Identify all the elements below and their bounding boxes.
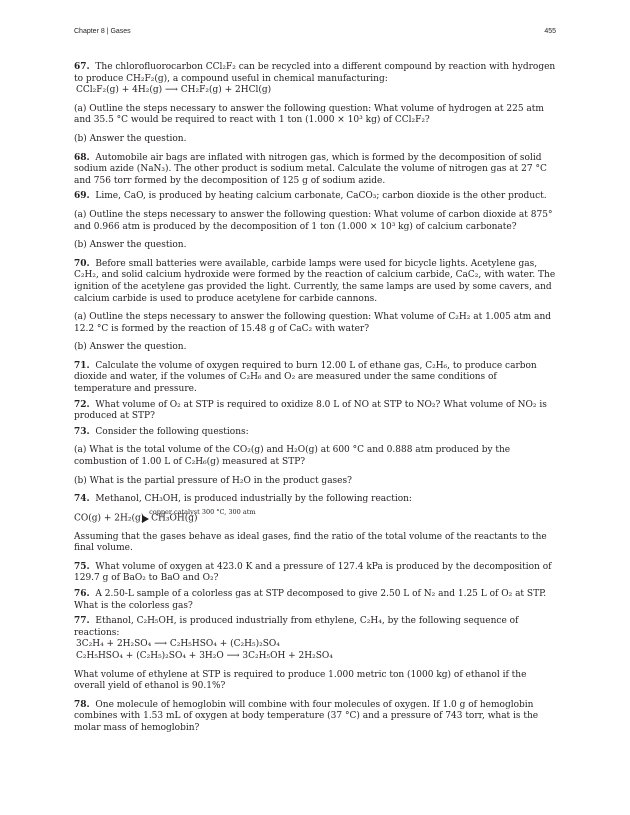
problem-text: Ethanol, C₂H₅OH, is produced industrially from ethylene, C₂H₄, by the following sequence of reactions: [74, 616, 519, 638]
problem-68 [74, 153, 556, 188]
problem-text: Automobile air bags are inflated with nitrogen gas, which is formed by the decomposition of solid sodium azide (NaN₃). The other product is sodium metal. Calculate the volume of nitrogen gas at 27 °C and 756 torr formed by the decomposition of 125 g of sodium azide. [74, 152, 547, 186]
problem-74 [74, 494, 556, 555]
equation: CCl₂F₂(g) + 4H₂(g) ⟶ CH₂F₂(g) + 2HCl(g) [76, 85, 272, 96]
problem-69 [74, 191, 556, 251]
problem-number: 76. [74, 589, 90, 600]
problem-78 [74, 700, 556, 735]
problem-text: One molecule of hemoglobin will combine with four molecules of oxygen. If 1.0 g of hemoglobin combines with 1.53 mL of oxygen at body temperature (37 °C) and a pressure of 743 torr, what is the molar mass of hemoglobin? [74, 699, 539, 734]
running-header [74, 28, 556, 38]
problem-number: 78. [74, 699, 90, 710]
problem-text: Before small batteries were available, carbide lamps were used for bicycle lights. Acetylene gas, C₂H₂, and solid calcium hydroxide were formed by the reaction of calcium carbide, CaC₂, with water. The ignition of the acetylene gas provided the light. Currently, the same lamps are used by some cavers, and calcium carbide is used to produce acetylene for carbide cannons. [74, 258, 556, 304]
part-b: (b) Answer the question. [74, 133, 187, 144]
problem-text: What volume of oxygen at 423.0 K and a pressure of 127.4 kPa is produced by the decomposition of 129.7 g of BaO₂ to BaO and O₂? [74, 561, 552, 584]
problem-followup: Assuming that the gases behave as ideal gases, find the ratio of the total volume of the reactants to the final volume. [74, 531, 547, 554]
problem-number: 69. [74, 191, 90, 202]
problem-text: Lime, CaO, is produced by heating calcium carbonate, CaCO₃; carbon dioxide is the other product. [95, 191, 547, 202]
part-a: (a) Outline the steps necessary to answer the following question: What volume of hydrogen at 225 atm and 35.5 °C would be required to react with 1 ton (1.000 × 10³ kg) of CCl₂F₂? [74, 103, 544, 126]
problem-text: A 2.50-L sample of a colorless gas at STP decomposed to give 2.50 L of N₂ and 1.25 L of O₂ at STP. What is the colorless gas? [74, 589, 547, 611]
problem-75 [74, 562, 556, 585]
part-b: (b) Answer the question. [74, 342, 187, 353]
problem-text: Methanol, CH₃OH, is produced industrially by the following reaction: [95, 494, 412, 505]
problem-72 [74, 400, 556, 423]
part-b: (b) What is the partial pressure of H₂O in the product gases? [74, 475, 352, 486]
problem-number: 73. [74, 426, 90, 437]
problem-number: 74. [74, 494, 90, 505]
problem-text: The chlorofluorocarbon CCl₂F₂ can be recycled into a different compound by reaction with hydrogen to produce CH₂F₂(g), a compound useful in chemical manufacturing: [74, 62, 556, 84]
part-a: (a) Outline the steps necessary to answer the following question: What volume of C₂H₂ at 1.005 atm and 12.2 °C is formed by the reaction of 15.48 g of CaC₂ with water? [74, 312, 552, 334]
page-number: 455 [544, 28, 556, 35]
part-b: (b) Answer the question. [74, 240, 187, 251]
problem-number: 67. [74, 62, 90, 72]
problem-text: Consider the following questions: [95, 426, 249, 437]
problem-number: 70. [74, 258, 90, 269]
problem-70 [74, 259, 556, 354]
problem-list [74, 62, 556, 735]
problem-number: 77. [74, 616, 90, 627]
problem-number: 72. [74, 399, 90, 410]
equation-1: 3C₂H₄ + 2H₂SO₄ ⟶ C₂H₅HSO₄ + (C₂H₅)₂SO₄ [76, 639, 280, 650]
part-a: (a) What is the total volume of the CO₂(g) and H₂O(g) at 600 °C and 0.888 atm produced by the combustion of 1.00 L of C₂H₆(g) measured at STP? [74, 445, 511, 468]
problem-77 [74, 616, 556, 693]
problem-text: What volume of O₂ at STP is required to oxidize 8.0 L of NO at STP to NO₂? What volume of NO₂ is produced at STP? [74, 399, 547, 422]
problem-76 [74, 589, 556, 612]
problem-67 [74, 62, 556, 146]
problem-71 [74, 361, 556, 396]
problem-number: 71. [74, 360, 90, 371]
equation-2: C₂H₅HSO₄ + (C₂H₅)₂SO₄ + 3H₂O ⟶ 3C₂H₅OH + 2H₂SO₄ [76, 651, 333, 662]
problem-number: 68. [74, 152, 90, 163]
problem-number: 75. [74, 561, 90, 572]
reactants: CO(g) + 2H₂(g) [74, 513, 145, 524]
products: CH₃OH(g) [151, 513, 198, 524]
problem-text: Calculate the volume of oxygen required to burn 12.00 L of ethane gas, C₂H₆, to produce carbon dioxide and water, if the volumes of C₂H₆ and O₂ are measured under the same conditions of temperature and pressure. [74, 360, 537, 395]
problem-followup: What volume of ethylene at STP is required to produce 1.000 metric ton (1000 kg) of ethanol if the overall yield of ethanol is 90.1%? [74, 669, 527, 692]
problem-73 [74, 427, 556, 487]
chapter-title: Chapter 8 | Gases [74, 28, 131, 35]
methanol-equation: CO(g) + 2H₂(g) copper catalyst 300 °C, 300 atm CH₃OH(g) [74, 507, 256, 524]
part-a: (a) Outline the steps necessary to answer the following question: What volume of carbon dioxide at 875° and 0.966 atm is produced by the decomposition of 1 ton (1.000 × 10³ kg) of calcium carbonate? [74, 209, 553, 232]
